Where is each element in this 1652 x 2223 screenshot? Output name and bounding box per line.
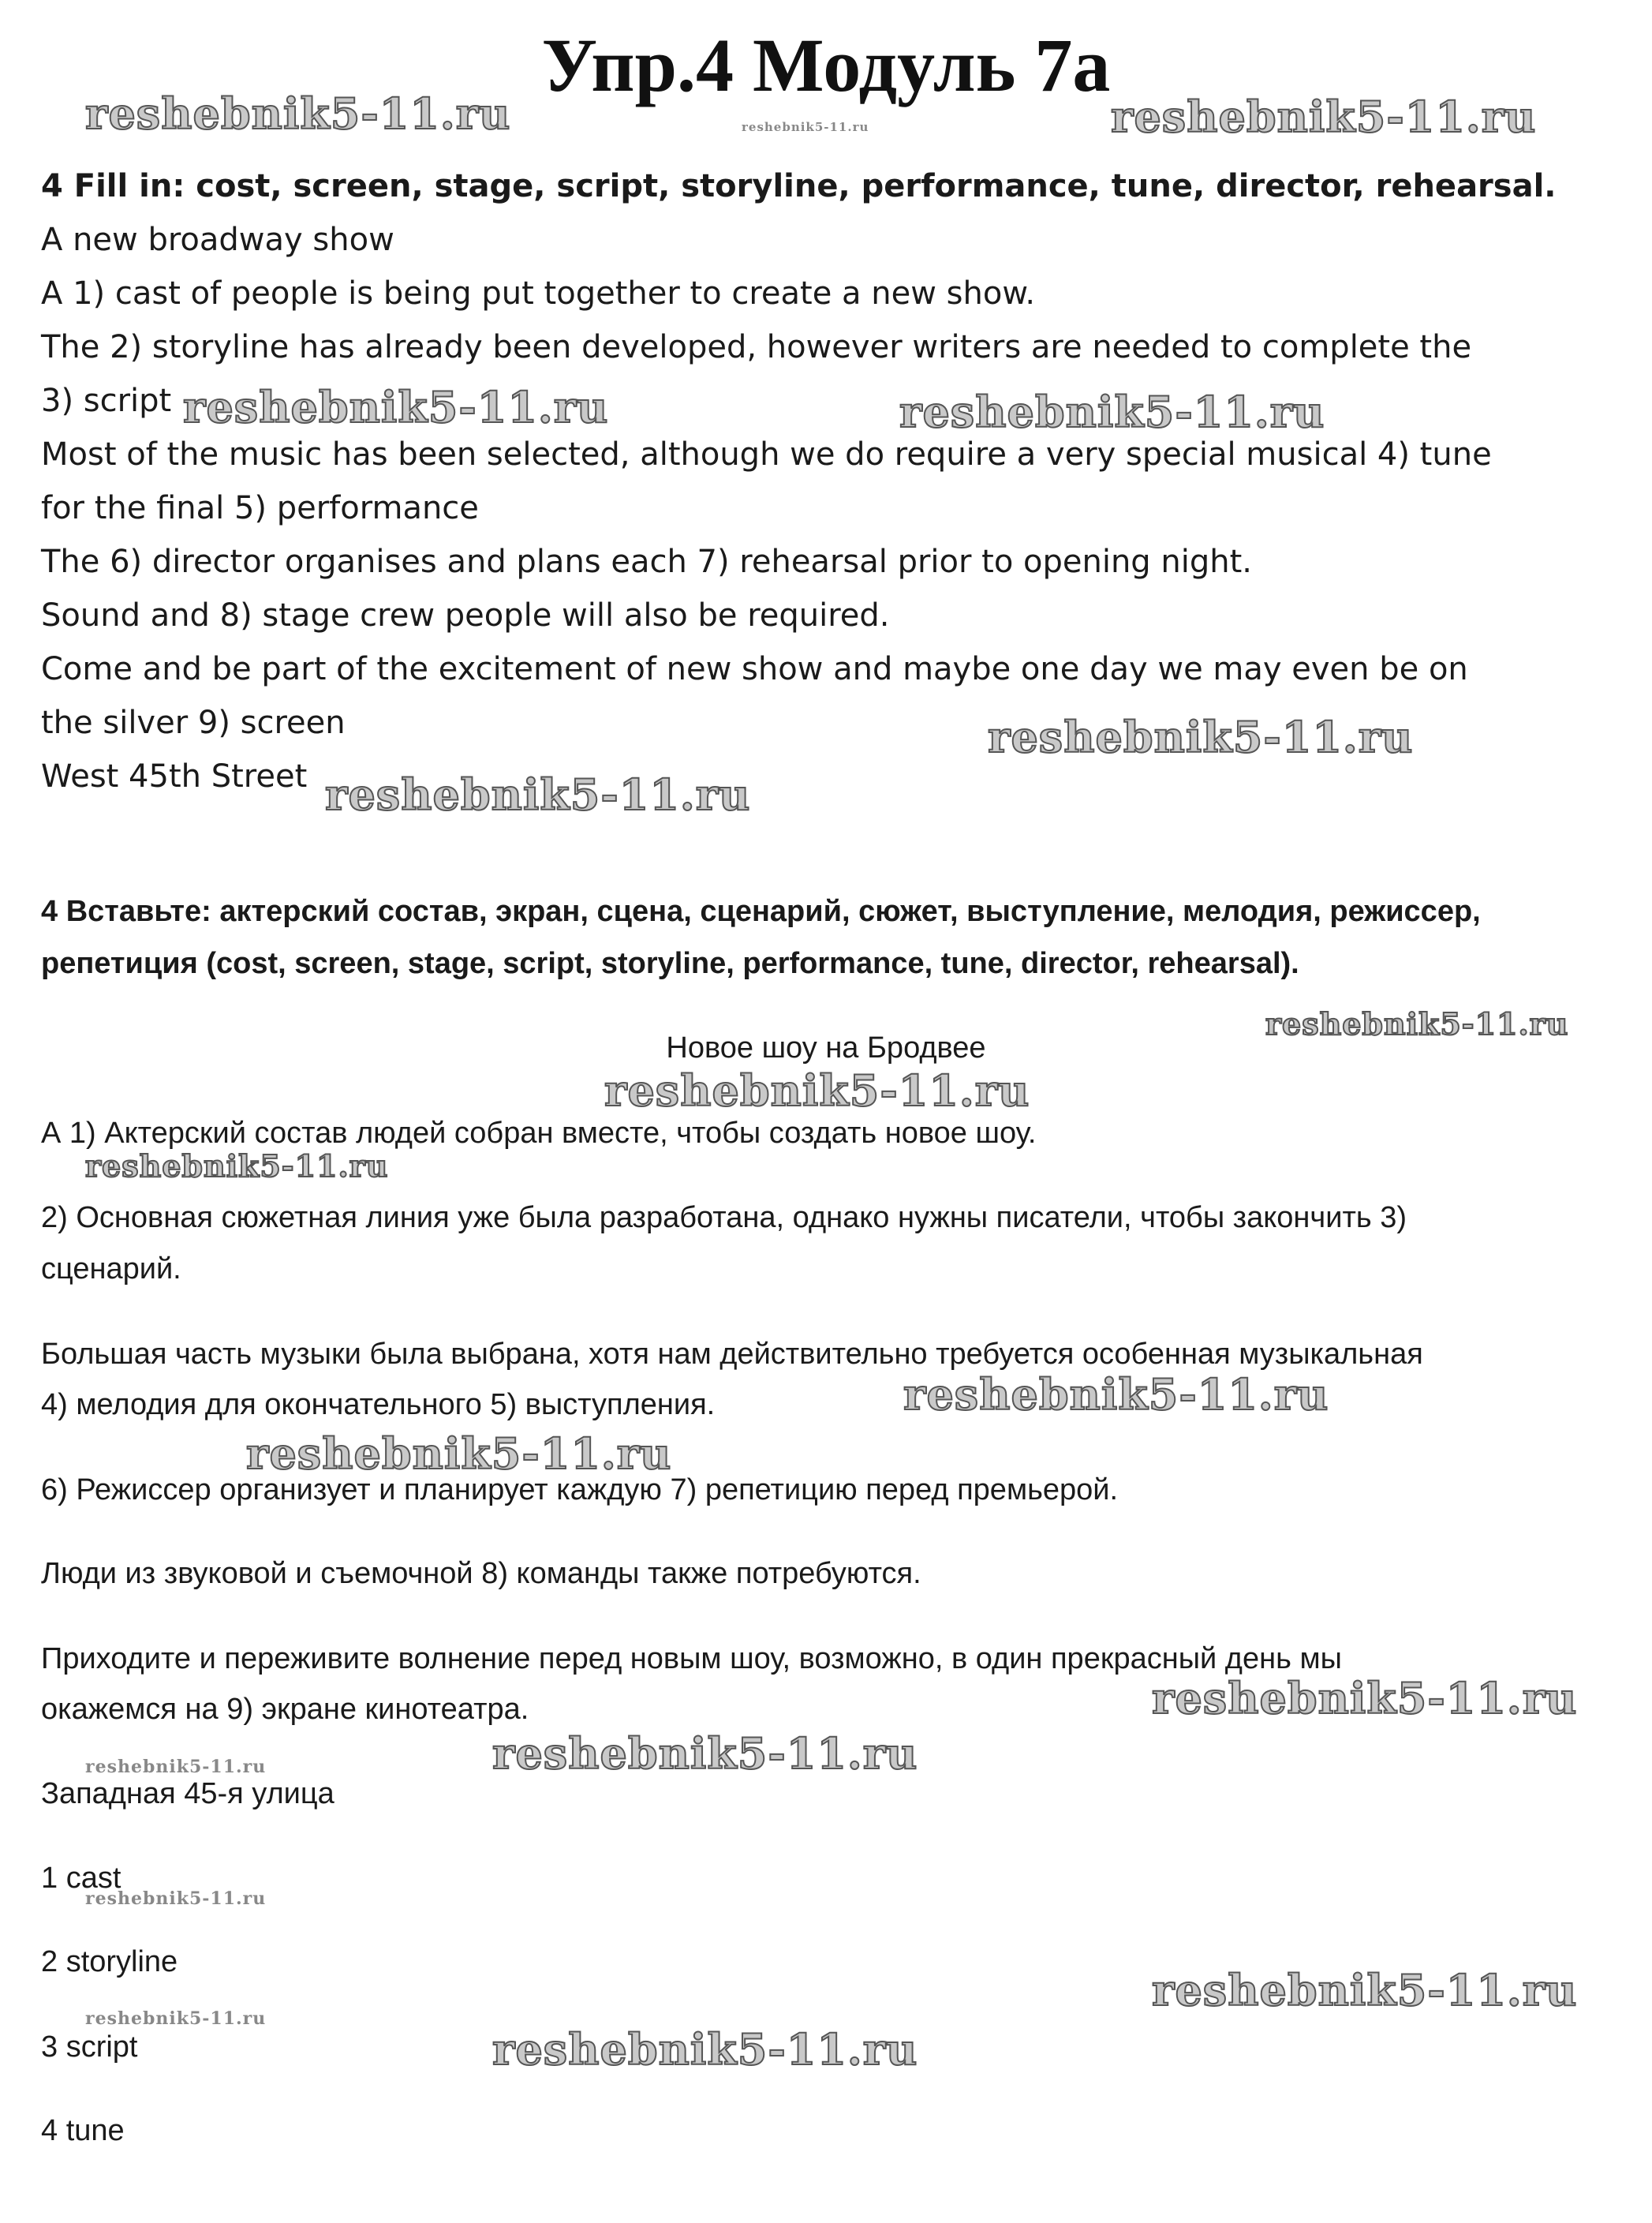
watermark: reshebnik5-11.ru (742, 120, 869, 134)
answer-item: 2 storyline (41, 1945, 178, 1978)
watermark: reshebnik5-11.ru (85, 2008, 267, 2029)
watermark: reshebnik5-11.ru (492, 1728, 918, 1779)
watermark: reshebnik5-11.ru (85, 1757, 267, 1777)
english-line: A 1) cast of people is being put together to create a new show. (41, 275, 1036, 312)
russian-paragraph: А 1) Актерский состав людей собран вместе, чтобы создать новое шоу. (41, 1117, 1037, 1150)
russian-paragraph: Западная 45-я улица (41, 1777, 335, 1810)
russian-paragraph: 2) Основная сюжетная линия уже была разработана, однако нужны писатели, чтобы закончить 3) (41, 1201, 1407, 1234)
english-line: The 6) director organises and plans each 7) rehearsal prior to opening night. (41, 544, 1253, 580)
watermark: reshebnik5-11.ru (1265, 1006, 1569, 1042)
watermark: reshebnik5-11.ru (1111, 92, 1537, 142)
watermark: reshebnik5-11.ru (246, 1428, 672, 1479)
english-line: 3) script (41, 383, 172, 419)
russian-paragraph: окажемся на 9) экране кинотеатра. (41, 1693, 529, 1726)
watermark: reshebnik5-11.ru (183, 382, 609, 432)
watermark: reshebnik5-11.ru (988, 712, 1414, 762)
english-line: The 2) storyline has already been developed, however writers are needed to complete the (41, 329, 1472, 365)
watermark: reshebnik5-11.ru (1152, 1673, 1578, 1723)
watermark: reshebnik5-11.ru (492, 2024, 918, 2075)
russian-paragraph: 4) мелодия для окончательного 5) выступления. (41, 1388, 716, 1421)
answer-item: 1 cast (41, 1862, 121, 1895)
answer-item: 3 script (41, 2030, 138, 2064)
russian-paragraph: Приходите и переживите волнение перед новым шоу, возможно, в один прекрасный день мы (41, 1642, 1342, 1675)
english-line: the silver 9) screen (41, 705, 346, 741)
russian-paragraph: Большая часть музыки была выбрана, хотя нам действительно требуется особенная музыкальная (41, 1338, 1423, 1371)
watermark: reshebnik5-11.ru (85, 88, 511, 139)
russian-instruction: репетиция (cost, screen, stage, script, storyline, performance, tune, director, rehearsal). (41, 947, 1299, 980)
russian-paragraph: Люди из звуковой и съемочной 8) команды также потребуются. (41, 1557, 921, 1590)
watermark: reshebnik5-11.ru (899, 387, 1325, 437)
page-title: Упр.4 Модуль 7а (541, 23, 1111, 107)
english-line: Come and be part of the excitement of new show and maybe one day we may even be on (41, 651, 1468, 687)
english-line: for the final 5) performance (41, 490, 479, 526)
english-line: West 45th Street (41, 758, 308, 795)
english-line: A new broadway show (41, 222, 394, 258)
russian-paragraph: сценарий. (41, 1252, 181, 1286)
answer-item: 4 tune (41, 2114, 125, 2147)
watermark: reshebnik5-11.ru (1152, 1965, 1578, 2015)
english-instruction: 4 Fill in: cost, screen, stage, script, storyline, performance, tune, director, rehearsal. (41, 168, 1557, 204)
russian-instruction: 4 Вставьте: актерский состав, экран, сцена, сценарий, сюжет, выступление, мелодия, режиссер, (41, 895, 1481, 928)
english-line: Most of the music has been selected, although we do require a very special musical 4) tune (41, 436, 1492, 473)
watermark: reshebnik5-11.ru (85, 1888, 267, 1909)
russian-heading: Новое шоу на Бродвее (666, 1031, 986, 1065)
russian-paragraph: 6) Режиссер организует и планирует каждую 7) репетицию перед премьерой. (41, 1473, 1119, 1506)
english-line: Sound and 8) stage crew people will also be required. (41, 597, 890, 634)
watermark: reshebnik5-11.ru (604, 1065, 1030, 1116)
watermark: reshebnik5-11.ru (903, 1369, 1329, 1420)
watermark: reshebnik5-11.ru (325, 769, 751, 820)
watermark: reshebnik5-11.ru (85, 1148, 389, 1184)
